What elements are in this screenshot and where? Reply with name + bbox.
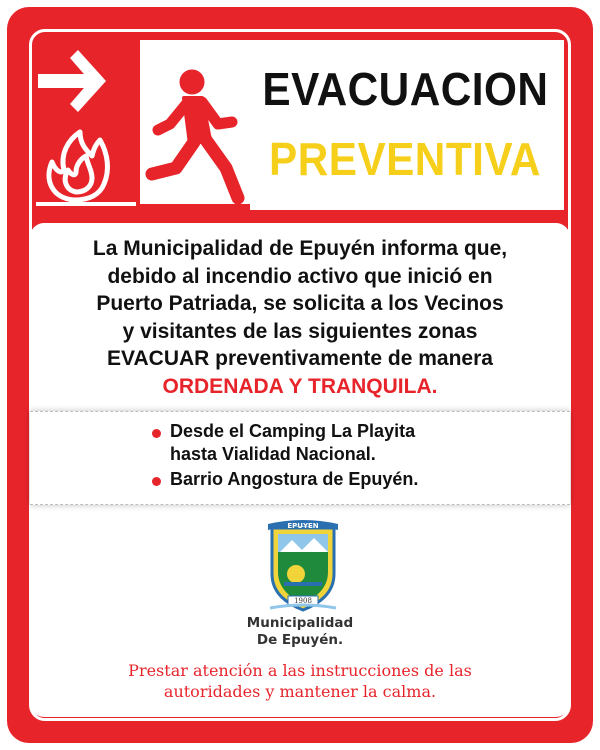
fire-icon xyxy=(49,132,108,200)
bullet-dot-icon xyxy=(152,477,161,486)
municipality-name-line: Municipalidad xyxy=(246,615,354,631)
notice-line: La Municipalidad de Epuyén informa que, xyxy=(92,237,508,260)
svg-text:1908: 1908 xyxy=(294,597,312,605)
municipal-crest-icon xyxy=(262,516,344,612)
title-preventiva: PREVENTIVA xyxy=(269,133,541,185)
zone-line: Desde el Camping La Playita xyxy=(170,421,416,441)
notice-highlight: ORDENADA Y TRANQUILA. xyxy=(162,374,438,398)
notice-line: debido al incendio activo que inició en xyxy=(107,264,493,288)
notice-line: Puerto Patriada, se solicita a los Vecinos xyxy=(96,292,504,315)
zone-line: Barrio Angostura de Epuyén. xyxy=(170,469,419,489)
zone-item xyxy=(170,468,418,491)
notice-panel xyxy=(30,223,570,717)
header-panel xyxy=(140,40,564,210)
municipality-name xyxy=(200,615,400,649)
notice-line: EVACUAR preventivamente de manera xyxy=(107,347,493,370)
zone-item xyxy=(170,420,415,466)
title-evacuacion: EVACUACION xyxy=(262,63,549,115)
notice-text xyxy=(50,235,550,400)
footer-line: Prestar atención a las instrucciones de las xyxy=(128,661,472,680)
exit-sign-icons xyxy=(30,40,138,210)
footer-line: autoridades y mantener la calma. xyxy=(163,682,437,701)
municipality-name-line: De Epuyén. xyxy=(256,632,344,648)
svg-text:EPUYEN: EPUYEN xyxy=(287,522,319,530)
notice-line: y visitantes de las siguientes zonas xyxy=(122,319,478,343)
exit-arrow-icon xyxy=(30,40,138,210)
zones-box xyxy=(30,411,570,505)
footer-instructions xyxy=(40,660,560,702)
bullet-dot-icon xyxy=(152,429,161,438)
zone-line: hasta Vialidad Nacional. xyxy=(170,444,376,464)
running-person-icon xyxy=(140,40,250,210)
